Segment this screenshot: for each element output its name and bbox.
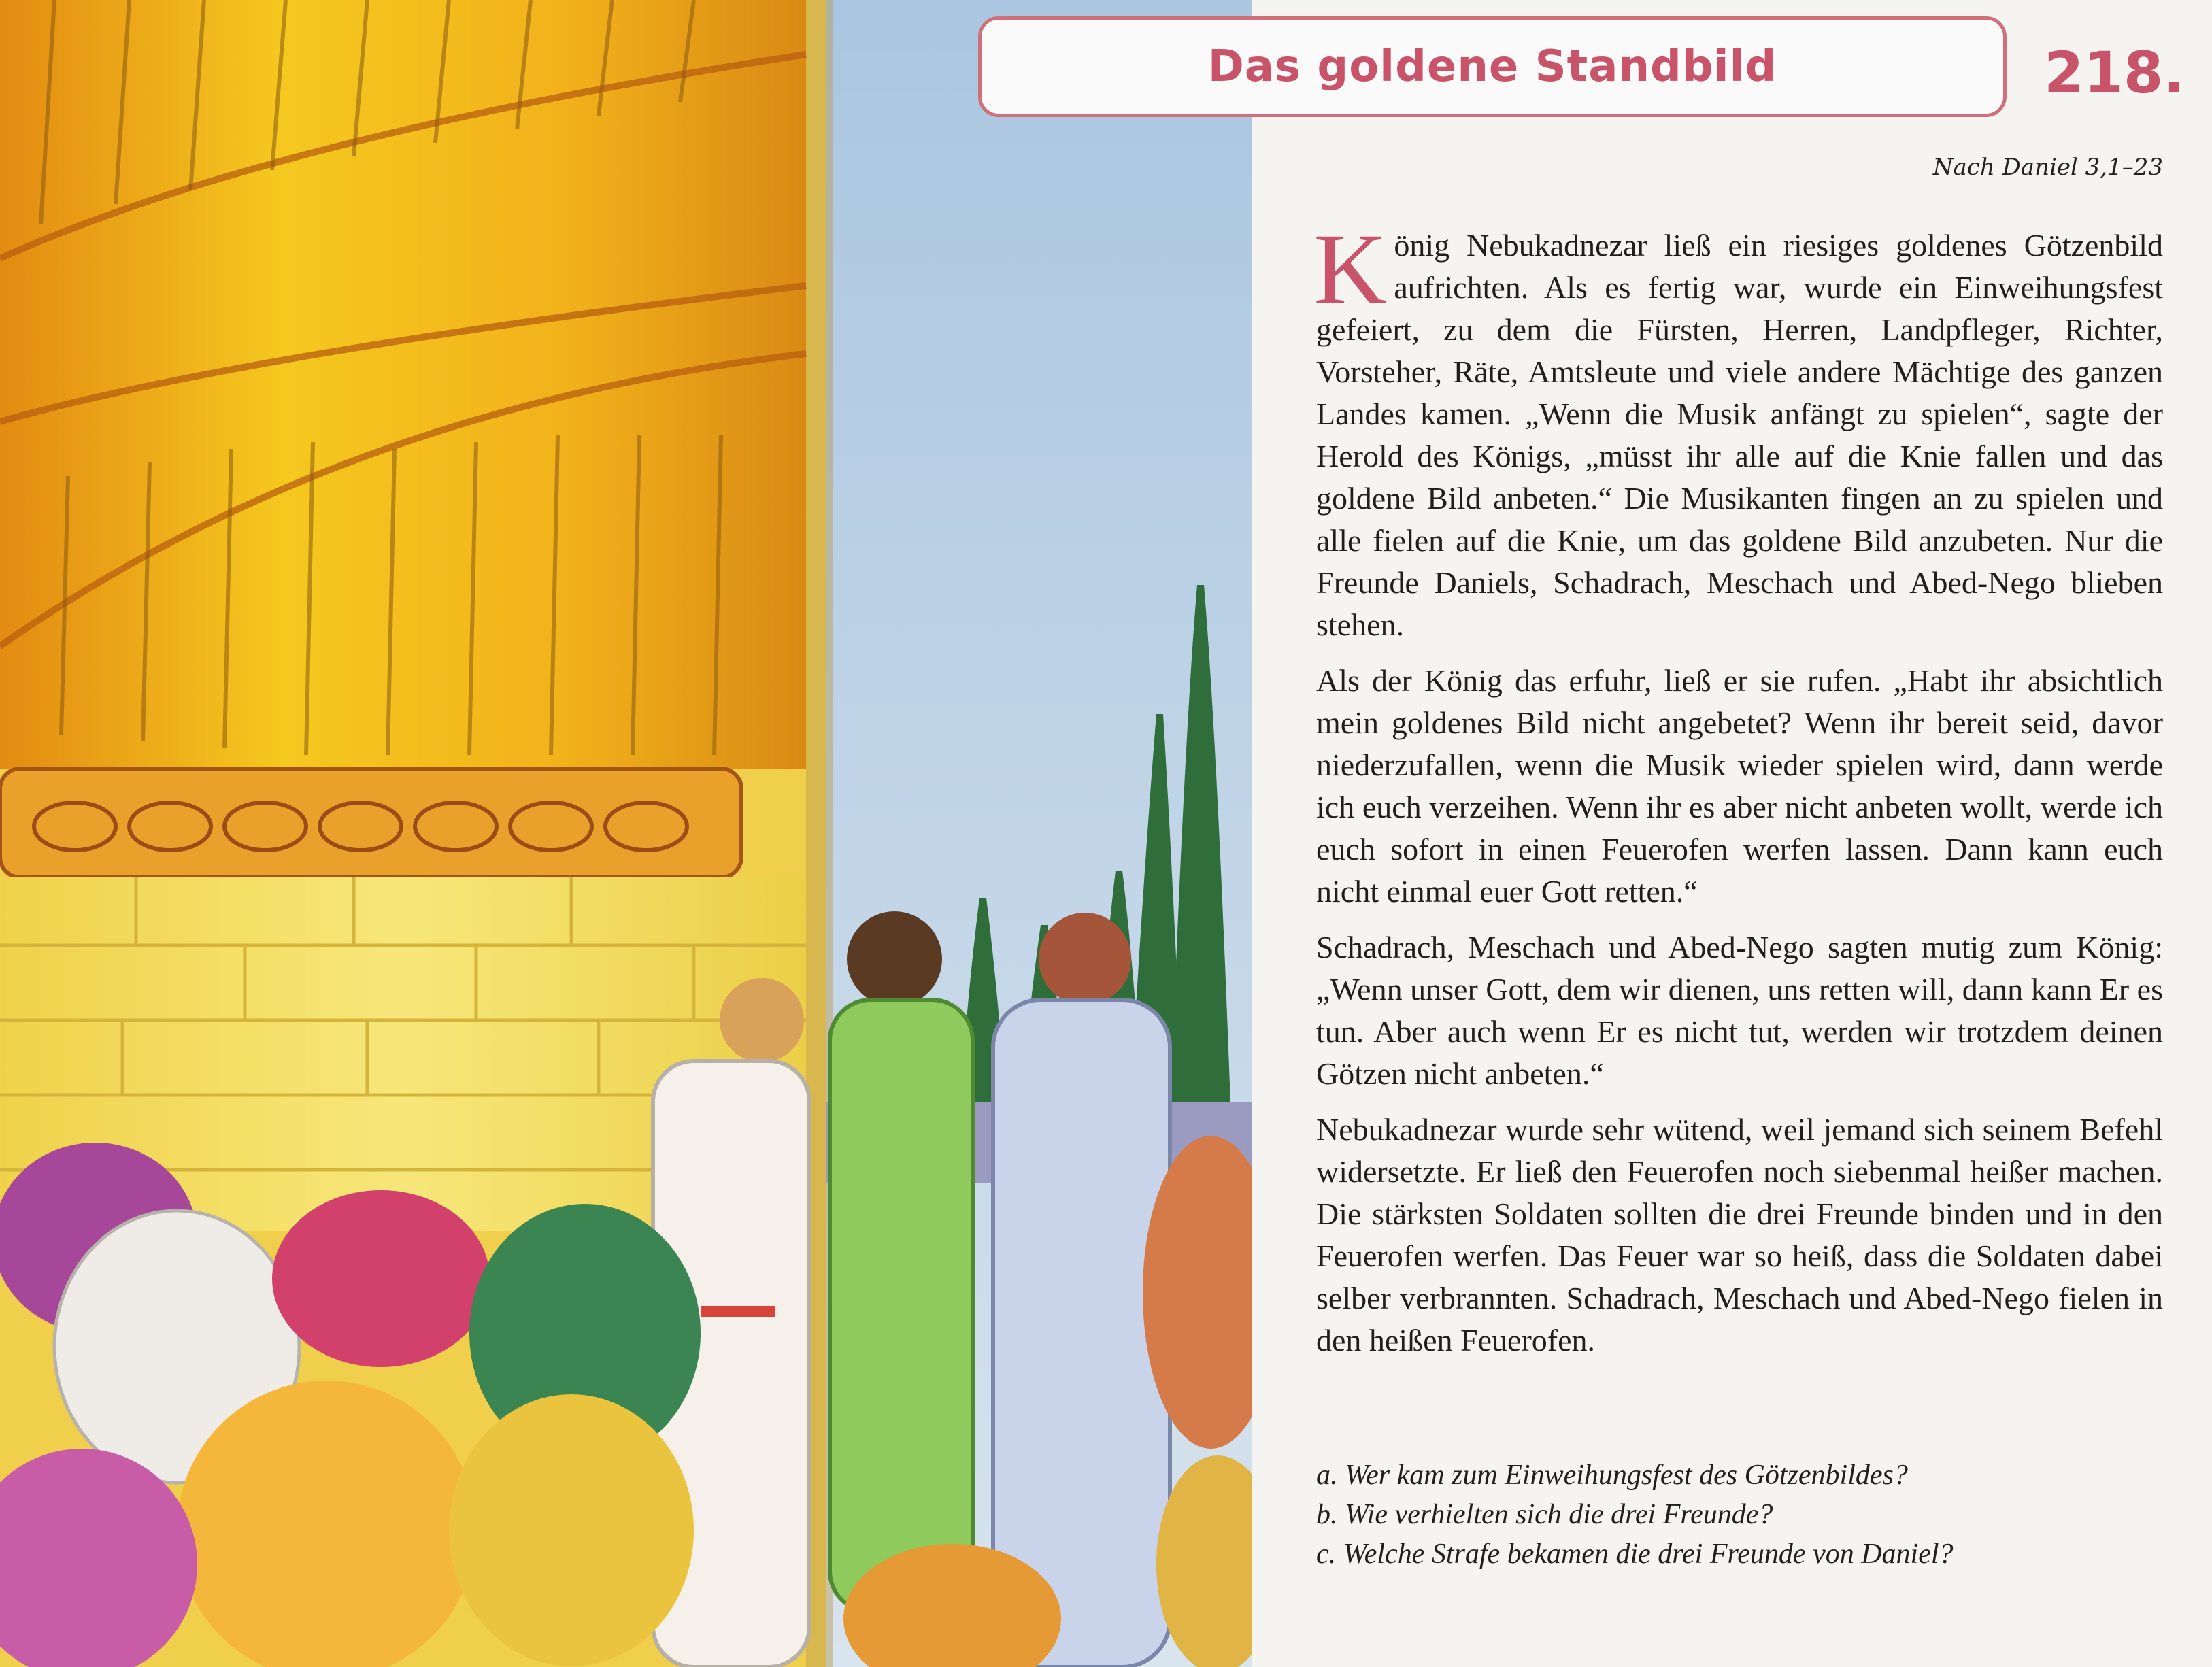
story-paragraph-4: Nebukadnezar wurde sehr wütend, weil jemand sich seinem Befehl widersetzte. Er ließ den Feuerofen noch siebenmal heißer machen. Die stärksten Soldaten sollten die drei Freunde binden und in den Feuerofen werfen. Das Feuer war so heiß, dass die Soldaten dabei selber verbrannten. Schadrach, Meschach und Abed-Nego fielen in den heißen Feuerofen. [1316,1112,2163,1358]
pedestal-capital [0,769,741,877]
question-list [1316,1455,2163,1574]
story-paragraph-2: Als der König das erfuhr, ließ er sie rufen. „Habt ihr absichtlich mein goldenes Bild nicht angebetet? Wenn ihr bereit seid, davor niederzufallen, wenn die Musik wieder spielen wird, dann werde ich euch verzeihen. Wenn ihr es aber nicht anbeten wollt, werde ich euch sofort in einen Feuerofen werfen lassen. Dann kann euch nicht einmal euer Gott retten.“ [1316,663,2163,909]
title-box [978,16,2007,117]
drop-cap: K [1313,213,1388,326]
story-paragraph-1 [1313,213,2163,646]
question-a: a. Wer kam zum Einweihungsfest des Götzenbildes? [1316,1460,1908,1491]
story-text [1313,213,2163,1375]
scripture-reference: Nach Daniel 3,1–23 [1932,154,2163,181]
question-b: b. Wie verhielten sich die drei Freunde? [1316,1499,1773,1530]
story-paragraph-3: Schadrach, Meschach und Abed-Nego sagten mutig zum König: „Wenn unser Gott, dem wir dienen, uns retten will, dann kann Er es tun. Aber auch wenn Er es nicht tut, werden wir trotzdem deinen Götzen nicht anbeten.“ [1316,930,2163,1091]
standing-friend-green [830,911,973,1612]
paragraph-text: önig Nebukadnezar ließ ein riesiges goldenes Götzenbild aufrichten. Als es fertig war, wurde ein Einweihungsfest gefeiert, zu dem die Fürsten, Herren, Landpfleger, Richter, Vorsteher, Räte, Amtsleute und viele andere Mächtige des ganzen Landes kamen. „Wenn die Musik anfängt zu spielen“, sagte der Herold des Königs, „müsst ihr alle auf die Knie fallen und das goldene Bild anbeten.“ Die Musikanten fingen an zu spielen und alle fielen auf die Knie, um das goldene Bild anzubeten. Nur die Freunde Daniels, Schadrach, Meschach und Abed-Nego blieben stehen. [1316,228,2163,642]
page-title: Das goldene Standbild [1207,41,1777,92]
question-c: c. Welche Strafe bekamen die drei Freunde von Daniel? [1316,1538,1954,1570]
story-number: 218. [2044,39,2185,106]
